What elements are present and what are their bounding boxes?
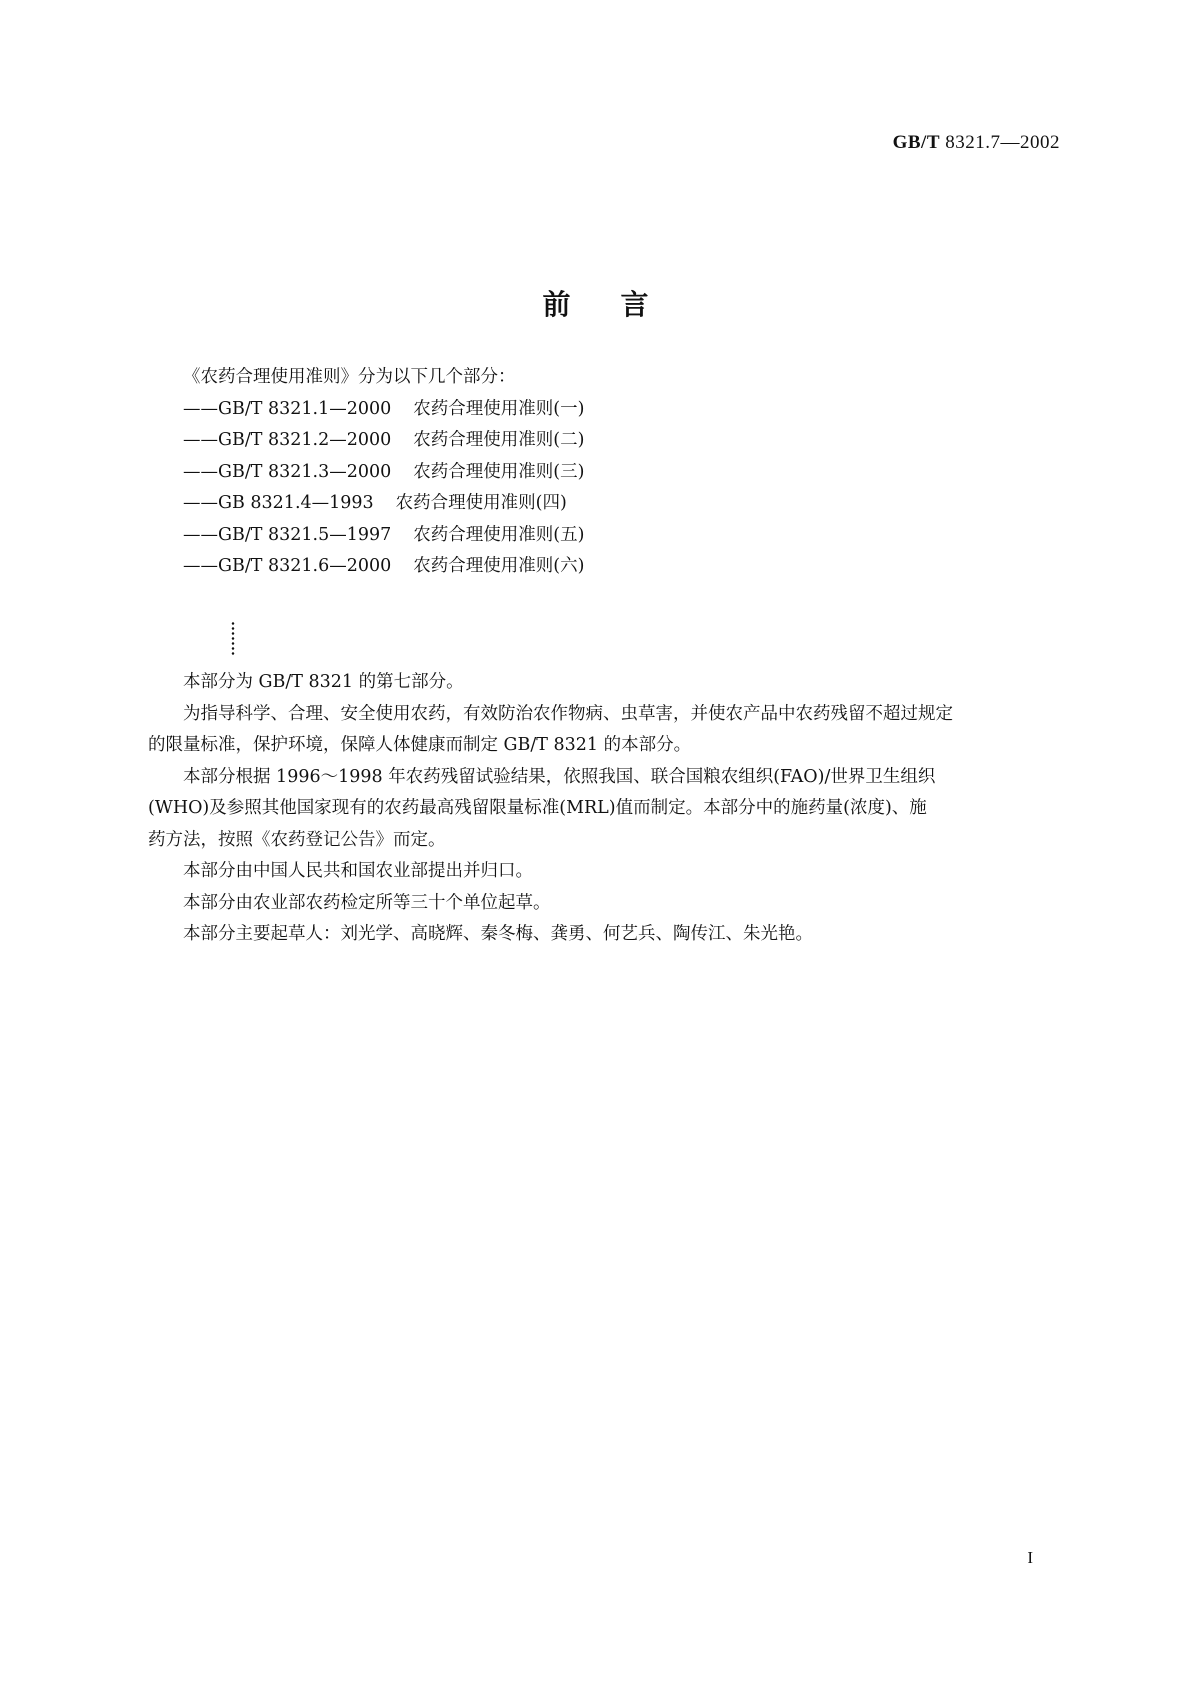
part-name: 农药合理使用准则(一) (413, 398, 585, 419)
intro-line: 《农药合理使用准则》分为以下几个部分： (183, 367, 516, 387)
paragraph-part-seven: 本部分为 GB/T 8321 的第七部分。 (183, 672, 464, 692)
part-entry (183, 394, 1061, 426)
part-entry (183, 520, 1061, 552)
part-name: 农药合理使用准则(三) (413, 461, 585, 482)
part-code: ——GB/T 8321.5—1997 (183, 524, 392, 545)
part-code: ——GB 8321.4—1993 (183, 493, 374, 513)
paragraph-drafting-unit: 本部分由农业部农药检定所等三十个单位起草。 (183, 892, 551, 913)
paragraph-basis-line2: (WHO)及参照其他国家现有的农药最高残留限量标准(MRL)值而制定。本部分中的施药量(浓度)、施 (148, 798, 927, 818)
part-code: ——GB/T 8321.3—2000 (183, 461, 392, 482)
part-entry (183, 488, 1061, 520)
parts-list (183, 362, 1061, 394)
continuation-dots (231, 621, 235, 657)
part-name: 农药合理使用准则(四) (395, 493, 567, 513)
paragraph-basis-line1: 本部分根据 1996～1998 年农药残留试验结果，依照我国、联合国粮农组织(FAO)/世界卫生组织 (183, 766, 936, 787)
paragraph-proposer: 本部分由中国人民共和国农业部提出并归口。 (183, 861, 533, 881)
part-entry (183, 551, 1061, 583)
part-code: ——GB/T 8321.2—2000 (183, 430, 392, 450)
standard-code-header (893, 132, 1060, 154)
part-entry (183, 425, 1061, 457)
part-name: 农药合理使用准则(二) (413, 430, 585, 450)
page-number: I (1027, 1548, 1033, 1567)
paragraph-purpose-line1: 为指导科学、合理、安全使用农药，有效防治农作物病、虫草害，并使农产品中农药残留不超过规定 (183, 703, 953, 724)
paragraph-purpose-line2: 的限量标准，保护环境，保障人体健康而制定 GB/T 8321 的本部分。 (148, 735, 692, 755)
part-code: ——GB/T 8321.6—2000 (183, 556, 392, 576)
part-entry (183, 457, 1061, 489)
paragraph-drafters: 本部分主要起草人：刘光学、高晓辉、秦冬梅、龚勇、何艺兵、陶传江、朱光艳。 (183, 924, 813, 944)
part-name: 农药合理使用准则(六) (413, 556, 585, 576)
part-name: 农药合理使用准则(五) (413, 524, 585, 545)
paragraph-basis-line3: 药方法，按照《农药登记公告》而定。 (148, 829, 446, 850)
standard-code-prefix: GB/T (892, 132, 940, 153)
page-title: 前言 (542, 288, 699, 321)
standard-code-number: 8321.7—2002 (945, 132, 1060, 153)
body-paragraphs (148, 667, 1061, 951)
parts-entries (183, 394, 1061, 583)
part-code: ——GB/T 8321.1—2000 (183, 398, 392, 419)
